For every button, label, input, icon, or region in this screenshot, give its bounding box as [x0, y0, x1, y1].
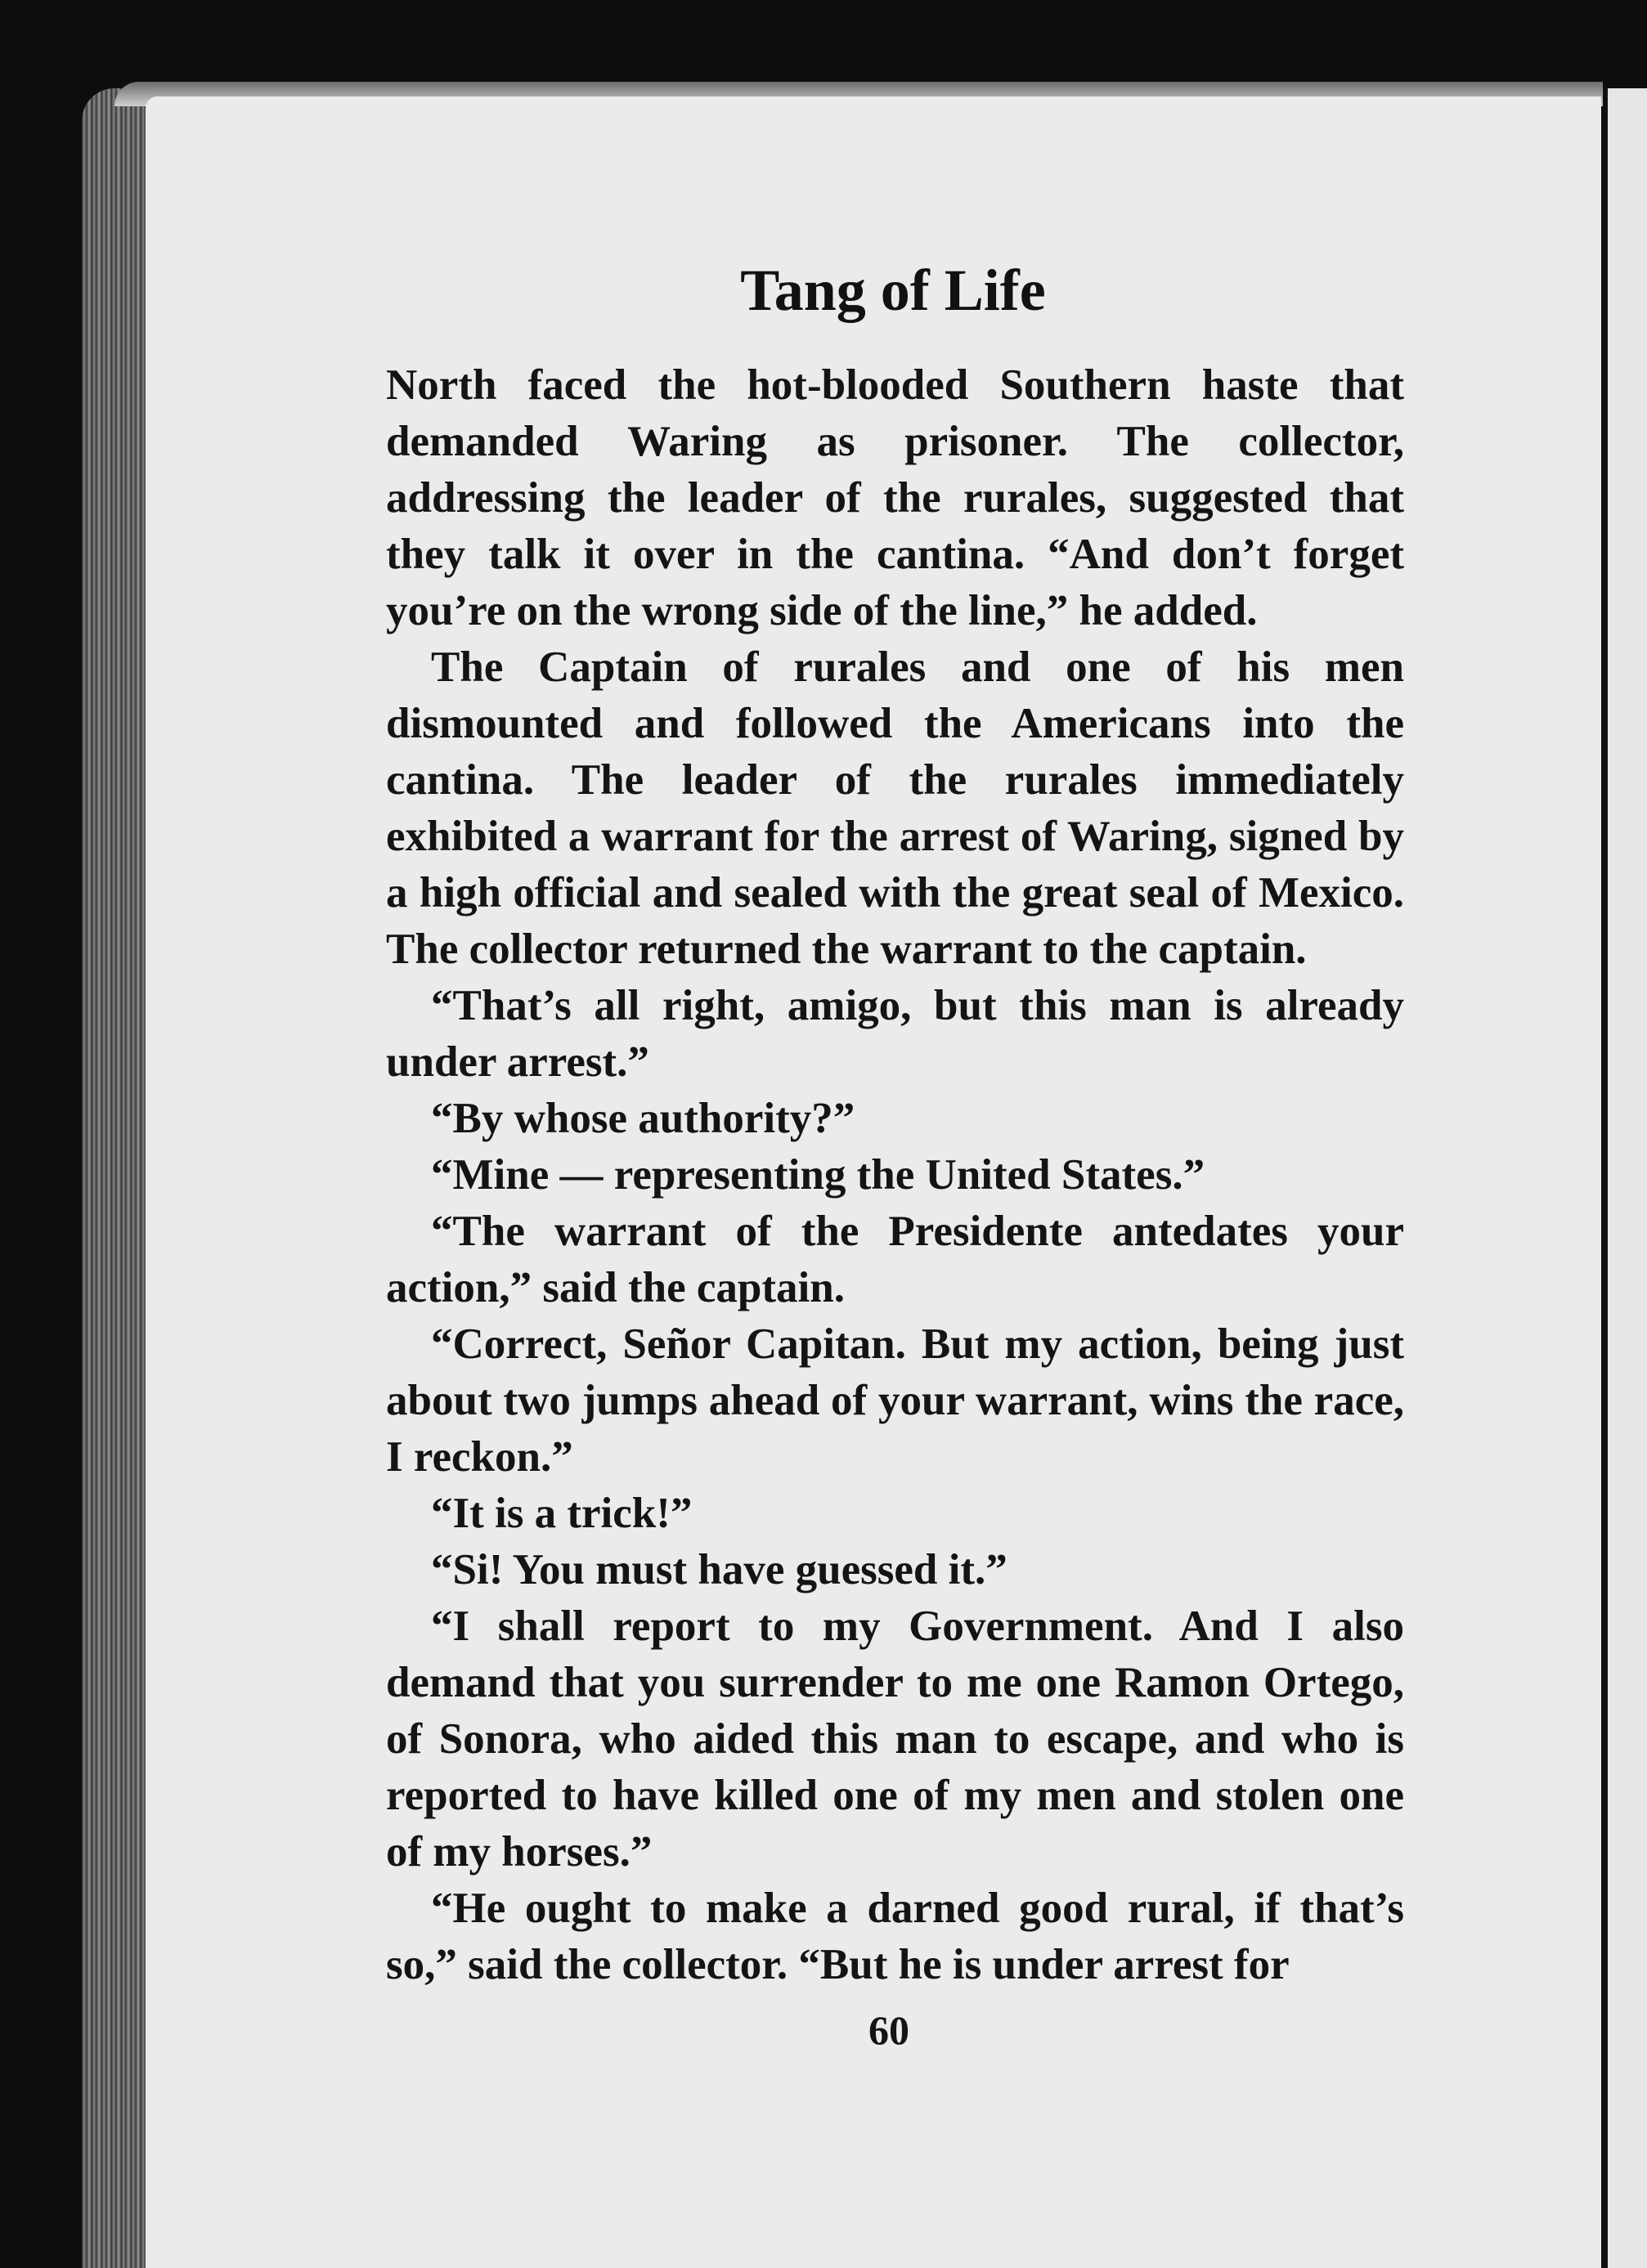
paragraph: “Mine — representing the United States.” [431, 1151, 1205, 1199]
paragraph: “Correct, Señor Capitan. But my action, being just about two jumps ahead of your warrant, wins the race, I reckon.” [386, 1320, 1404, 1481]
paragraph: The Captain of rurales and one of his men dismounted and followed the Americans into the cantina. The leader of the rurales immediately exhibited a warrant for the arrest of Waring, signed by a high official and sealed with the great seal of Mexico. The collector returned the warrant to the captain. [386, 643, 1404, 973]
paragraph: “He ought to make a darned good rural, if that’s so,” said the collector. “But he is under arrest for [386, 1885, 1404, 1988]
paragraph: “It is a trick!” [431, 1490, 693, 1537]
page-number: 60 [868, 2007, 909, 2053]
body-text [386, 357, 1404, 1993]
running-head: Tang of Life [740, 258, 1046, 323]
paragraph: North faced the hot-blooded Southern haste that demanded Waring as prisoner. The collector, addressing the leader of the rurales, suggested that they talk it over in the cantina. “And don’t forget you’re on the wrong side of the line,” he added. [386, 361, 1404, 634]
paragraph: “Si! You must have guessed it.” [431, 1546, 1007, 1593]
paragraph: “The warrant of the Presidente antedates your action,” said the captain. [386, 1208, 1404, 1311]
book-spine [82, 88, 147, 2268]
paragraph: “I shall report to my Government. And I also demand that you surrender to me one Ramon Ortego, of Sonora, who aided this man to escape, and who is reported to have killed one of my men and stolen one of my horses.” [386, 1602, 1404, 1876]
facing-page-edge [1603, 88, 1647, 2268]
paragraph: “That’s all right, amigo, but this man is already under arrest.” [386, 982, 1404, 1086]
paragraph: “By whose authority?” [431, 1095, 855, 1142]
